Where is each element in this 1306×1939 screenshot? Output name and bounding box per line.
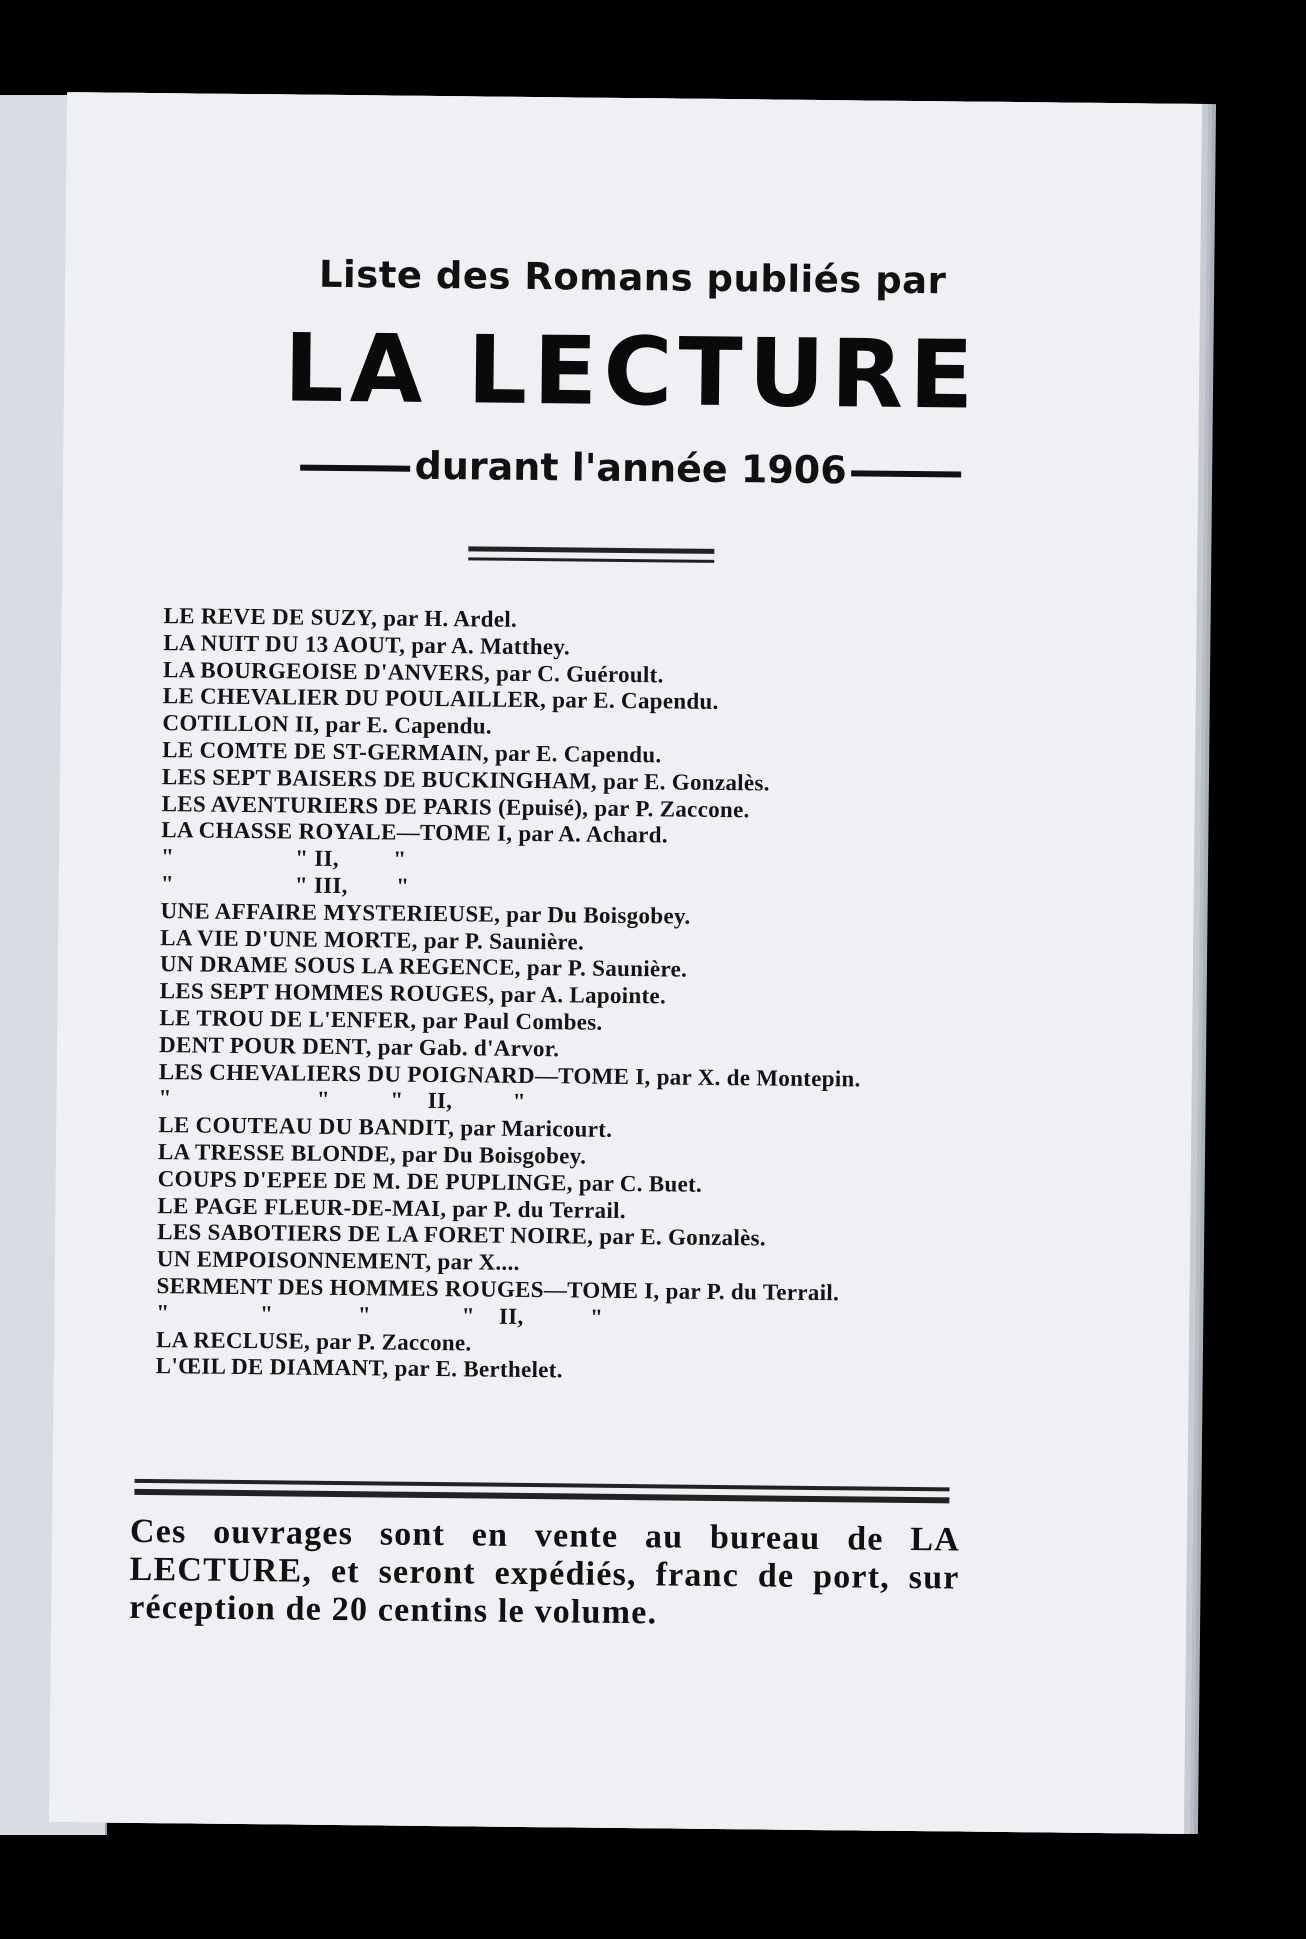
sales-notice: Ces ouvrages sont en vente au bureau de LA LECTURE, et seront expédiés, franc de port, sur réception de 20 centins le volume.	[129, 1512, 961, 1632]
novel-entry: " " III, "	[160, 871, 410, 899]
novel-entry: LA CHASSE ROYALE—TOME I, par A. Achard.	[161, 817, 669, 848]
novel-list	[156, 603, 1044, 1389]
left-dash	[301, 464, 411, 471]
novel-entry: LA VIE D'UNE MORTE, par P. Saunière.	[160, 924, 585, 955]
footer-divider	[134, 1479, 949, 1504]
document-page	[49, 92, 1202, 1834]
header-line: Liste des Romans publiés par	[318, 252, 947, 303]
novel-entry: " " II, "	[160, 844, 407, 872]
novel-entry: LE PAGE FLEUR-DE-MAI, par P. du Terrail.	[157, 1192, 626, 1223]
novel-entry: " " " " II, "	[156, 1299, 604, 1330]
novel-entry: LES SABOTIERS DE LA FORET NOIRE, par E. Gonzalès.	[157, 1219, 767, 1251]
year-line	[63, 440, 1198, 496]
novel-entry: UNE AFFAIRE MYSTERIEUSE, par Du Boisgobey.	[160, 897, 691, 929]
novel-entry: SERMENT DES HOMMES ROUGES—TOME I, par P. du Terrail.	[156, 1273, 840, 1306]
novel-entry: LA NUIT DU 13 AOUT, par A. Matthey.	[163, 629, 571, 660]
novel-entry: UN EMPOISONNEMENT, par X....	[156, 1246, 520, 1276]
novel-entry: L'ŒIL DE DIAMANT, par E. Berthelet.	[155, 1353, 563, 1383]
novel-entry: LE CHEVALIER DU POULAILLER, par E. Capendu.	[162, 683, 719, 715]
year-text: durant l'année 1906	[414, 443, 847, 493]
novel-entry: LES CHEVALIERS DU POIGNARD—TOME I, par X. de Montepin.	[158, 1058, 861, 1092]
novel-entry: LE COUTEAU DU BANDIT, par Maricourt.	[158, 1112, 613, 1143]
novel-entry: COTILLON II, par E. Capendu.	[162, 710, 493, 739]
novel-entry: COUPS D'EPEE DE M. DE PUPLINGE, par C. Buet.	[157, 1165, 703, 1197]
novel-entry: LA RECLUSE, par P. Zaccone.	[155, 1326, 472, 1355]
novel-entry: UN DRAME SOUS LA REGENCE, par P. Saunière.	[159, 951, 688, 983]
novel-entry: LE TROU DE L'ENFER, par Paul Combes.	[159, 1005, 603, 1035]
novel-entry: DENT POUR DENT, par Gab. d'Arvor.	[158, 1031, 560, 1062]
novel-entry: LE REVE DE SUZY, par H. Ardel.	[163, 603, 518, 632]
publication-title: LA LECTURE	[283, 314, 980, 431]
right-dash	[851, 470, 961, 477]
novel-entry: LES SEPT BAISERS DE BUCKINGHAM, par E. Gonzalès.	[161, 763, 770, 796]
novel-entry: LA TRESSE BLONDE, par Du Boisgobey.	[157, 1139, 587, 1169]
novel-entry: LE COMTE DE ST-GERMAIN, par E. Capendu.	[162, 737, 662, 768]
novel-entry: LES SEPT HOMMES ROUGES, par A. Lapointe.	[159, 978, 667, 1009]
novel-entry: " " " II, "	[158, 1085, 526, 1115]
novel-entry: LA BOURGEOISE D'ANVERS, par C. Guéroult.	[162, 656, 664, 687]
novel-entry: LES AVENTURIERS DE PARIS (Epuisé), par P. Zaccone.	[161, 790, 750, 822]
header-divider	[468, 546, 714, 563]
